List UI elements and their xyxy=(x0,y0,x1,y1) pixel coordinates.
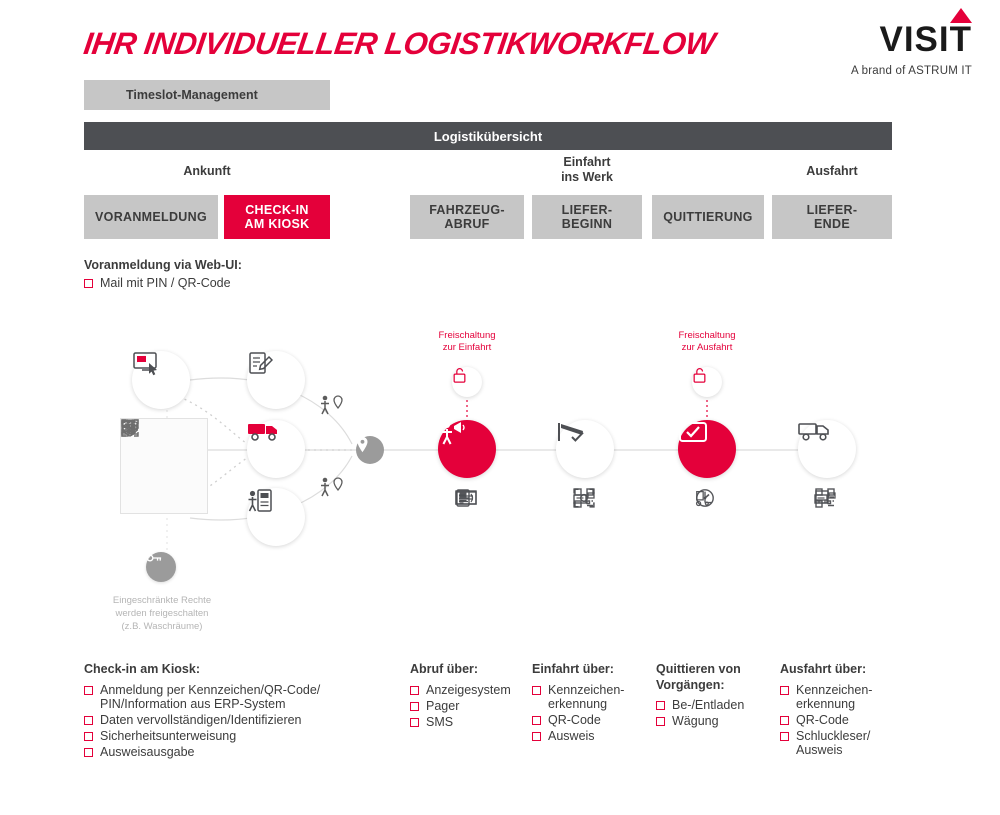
step-label: QUITTIERUNG xyxy=(663,209,753,224)
step-voranmeldung[interactable] xyxy=(84,195,218,239)
step-lieferende[interactable] xyxy=(772,195,892,239)
checkbox-icon xyxy=(84,748,93,757)
restricted-rights-line1: Eingeschränkte Rechte xyxy=(112,595,212,606)
unlock-ausfahrt-label xyxy=(652,330,762,354)
phase-label-ankunft xyxy=(84,164,330,179)
checkbox-icon xyxy=(532,716,541,725)
checkbox-icon xyxy=(84,279,93,288)
legend-column-abruf xyxy=(410,662,528,731)
unlock-label-line1: Freischaltung xyxy=(438,330,496,341)
list-item-label: Wägung xyxy=(672,714,719,729)
list-item xyxy=(532,729,644,743)
list-item-label: QR-Code xyxy=(796,712,849,727)
step-label-line2: ABRUF xyxy=(444,217,490,231)
list-item xyxy=(780,713,910,727)
list-item-label: Kennzeichen- erkennung xyxy=(548,682,625,711)
legend-title: Einfahrt über: xyxy=(532,662,614,676)
list-item-label: Sicherheitsunterweisung xyxy=(100,728,237,743)
brand-name: VISIT xyxy=(879,20,972,59)
announcement-person-node[interactable] xyxy=(438,420,496,478)
card-reader-icon xyxy=(814,488,836,508)
step-label-line2: ENDE xyxy=(814,217,850,231)
list-item-label: Schluckleser/ Ausweis xyxy=(796,728,871,757)
checkbox-icon xyxy=(780,732,789,741)
phase-label-text-line2: ins Werk xyxy=(561,170,613,184)
phase-label-einfahrt xyxy=(410,155,764,185)
unlock-label-line2: zur Ausfahrt xyxy=(681,341,733,353)
legend-title: Check-in am Kiosk: xyxy=(84,662,201,676)
checkbox-icon xyxy=(410,702,419,711)
scale-gauge-icon xyxy=(694,488,716,508)
list-item xyxy=(410,683,528,697)
monitor-cursor-node[interactable] xyxy=(132,351,190,409)
logistics-overview-bar xyxy=(84,122,892,150)
scan-frame-icon xyxy=(573,488,595,508)
step-label-line1: FAHRZEUG- xyxy=(429,202,505,217)
list-item-label: Ausweis xyxy=(548,728,595,743)
kiosk-person-node[interactable] xyxy=(247,488,305,546)
phase-label-text: Ausfahrt xyxy=(806,164,858,178)
step-lieferbeginn[interactable] xyxy=(532,195,642,239)
truck-exit-icon xyxy=(798,420,832,442)
list-item-label: Kennzeichen- erkennung xyxy=(796,682,873,711)
barrier-check-node[interactable] xyxy=(556,420,614,478)
voranmeldung-note-title: Voranmeldung via Web-UI: xyxy=(84,258,242,272)
step-label-line1: LIEFER- xyxy=(561,202,613,217)
step-fahrzeug-abruf[interactable] xyxy=(410,195,524,239)
form-edit-icon xyxy=(247,351,273,377)
list-item xyxy=(84,276,242,290)
logistics-overview-label: Logistikübersicht xyxy=(433,128,543,144)
list-item xyxy=(84,683,384,711)
list-item-label: Anzeigesystem xyxy=(426,682,511,697)
pedestrian-marker-icon xyxy=(318,394,346,418)
step-checkin-am-kiosk[interactable] xyxy=(224,195,330,239)
page-title: IHR INDIVIDUELLER LOGISTIKWORKFLOW xyxy=(81,26,717,61)
permissions-grid xyxy=(120,418,208,514)
brand-triangle-icon xyxy=(950,8,972,23)
workflow-diagram xyxy=(0,300,1000,650)
checkbox-icon xyxy=(84,686,93,695)
location-pin-icon xyxy=(356,436,369,453)
truck-exit-node[interactable] xyxy=(798,420,856,478)
checkbox-icon xyxy=(656,701,665,710)
list-item xyxy=(410,699,528,713)
step-label: VORANMELDUNG xyxy=(95,209,207,224)
checkbox-icon xyxy=(410,686,419,695)
list-item xyxy=(780,683,910,711)
checkbox-icon xyxy=(84,716,93,725)
legend-title: Quittieren von Vorgängen: xyxy=(656,662,741,692)
checkbox-icon xyxy=(410,718,419,727)
legend-column-ausfahrt xyxy=(780,662,910,759)
legend-column-quittieren xyxy=(656,662,766,730)
voranmeldung-note xyxy=(84,258,242,292)
list-item-label: Daten vervollständigen/Identifizieren xyxy=(100,712,302,727)
legend-title: Abruf über: xyxy=(410,662,479,676)
list-item xyxy=(780,729,910,757)
step-quittierung[interactable] xyxy=(652,195,764,239)
key-icon xyxy=(146,552,162,564)
badge-exit-icon xyxy=(121,419,139,437)
signed-document-node[interactable] xyxy=(678,420,736,478)
list-item-label: QR-Code xyxy=(548,712,601,727)
restricted-rights-line2: werden freigeschalten xyxy=(115,607,209,619)
step-label-line1: LIEFER- xyxy=(806,202,858,217)
kiosk-person-icon xyxy=(247,488,273,514)
list-item xyxy=(656,714,766,728)
brand-logo xyxy=(851,22,972,77)
legend-column-checkin xyxy=(84,662,384,761)
lock-open-icon xyxy=(452,367,467,383)
truck-icon xyxy=(247,420,281,442)
checkbox-icon xyxy=(780,686,789,695)
list-item xyxy=(84,713,384,727)
checkbox-icon xyxy=(532,686,541,695)
unlock-einfahrt-label xyxy=(412,330,522,354)
step-label-line2: AM KIOSK xyxy=(244,217,310,231)
signed-document-icon xyxy=(678,420,708,444)
timeslot-management-chip[interactable] xyxy=(84,80,330,110)
legend-title: Ausfahrt über: xyxy=(780,662,867,676)
list-item xyxy=(410,715,528,729)
checkbox-icon xyxy=(532,732,541,741)
phase-label-ausfahrt xyxy=(772,164,892,179)
step-label-line2: BEGINN xyxy=(561,217,613,231)
brand-subtitle: A brand of ASTRUM IT xyxy=(851,65,972,77)
announcement-person-icon xyxy=(438,420,466,446)
step-label-line1: CHECK-IN xyxy=(245,202,309,217)
timeslot-management-label: Timeslot-Management xyxy=(126,88,258,102)
form-edit-node[interactable] xyxy=(247,351,305,409)
restricted-rights-line3: (z.B. Waschräume) xyxy=(121,620,203,632)
phase-label-text: Ankunft xyxy=(183,164,231,178)
list-item xyxy=(532,683,644,711)
list-item-label: Be-/Entladen xyxy=(672,698,745,713)
unlock-label-line1: Freischaltung xyxy=(678,330,736,341)
sms-message-icon xyxy=(455,488,477,508)
list-item-label: Anmeldung per Kennzeichen/QR-Code/ PIN/Information aus ERP-System xyxy=(100,682,321,711)
phase-label-text-line1: Einfahrt xyxy=(563,155,611,169)
checkbox-icon xyxy=(780,716,789,725)
key-access-node[interactable] xyxy=(146,552,176,582)
list-item-label: Ausweisausgabe xyxy=(100,744,195,759)
unlock-entry-node[interactable] xyxy=(452,367,482,397)
list-item xyxy=(84,745,384,759)
monitor-cursor-icon xyxy=(132,351,162,377)
list-item-label: Mail mit PIN / QR-Code xyxy=(100,276,231,290)
list-item xyxy=(656,698,766,712)
unlock-label-line2: zur Einfahrt xyxy=(442,341,492,353)
restricted-rights-note xyxy=(92,595,232,633)
unlock-exit-node[interactable] xyxy=(692,367,722,397)
truck-node[interactable] xyxy=(247,420,305,478)
location-pin-node[interactable] xyxy=(356,436,384,464)
lock-open-icon xyxy=(692,367,707,383)
checkbox-icon xyxy=(656,717,665,726)
list-item xyxy=(84,729,384,743)
checkbox-icon xyxy=(84,732,93,741)
barrier-check-icon xyxy=(556,420,586,444)
pedestrian-marker-icon xyxy=(318,476,346,500)
list-item xyxy=(532,713,644,727)
list-item-label: Pager xyxy=(426,698,460,713)
list-item-label: SMS xyxy=(426,714,454,729)
legend-column-einfahrt xyxy=(532,662,644,745)
